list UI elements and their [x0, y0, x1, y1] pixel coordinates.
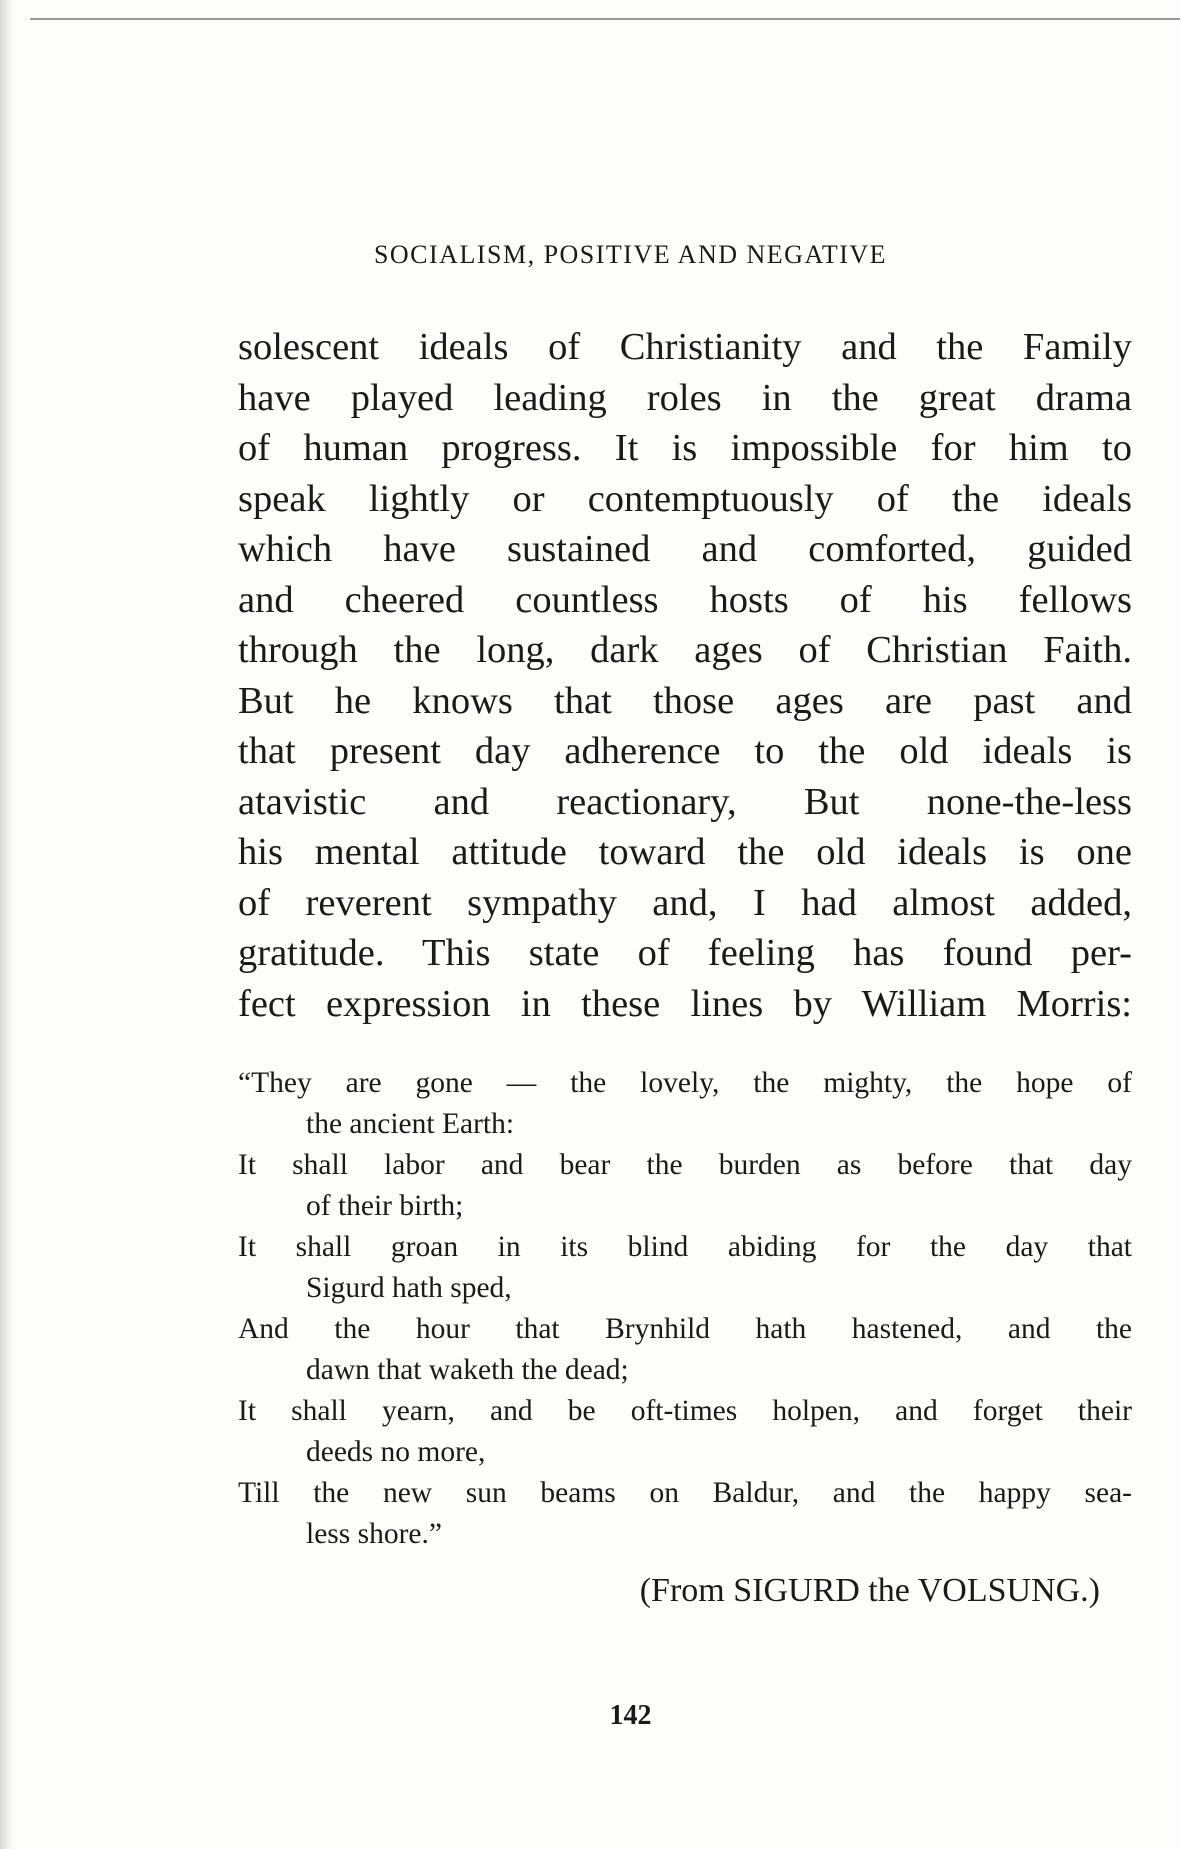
body-line: that present day adherence to the old ideals is — [238, 730, 1132, 772]
poem-line-continuation: Sigurd hath sped, — [306, 1272, 512, 1304]
poem-line — [238, 1227, 1132, 1309]
body-line: his mental attitude toward the old ideals is one — [238, 831, 1132, 873]
poem-quotation — [238, 1063, 1132, 1555]
body-line: speak lightly or contemptuously of the ideals — [238, 477, 1132, 520]
poem-line-continuation: dawn that waketh the dead; — [306, 1354, 629, 1386]
body-line: of human progress. It is impossible for him to — [238, 427, 1132, 469]
poem-attribution: (From SIGURD the VOLSUNG.) — [639, 1572, 1100, 1609]
poem-line — [238, 1309, 1132, 1391]
body-line: gratitude. This state of feeling has found per- — [238, 932, 1132, 974]
body-line: fect expression in these lines by William Morris: — [238, 982, 1132, 1025]
poem-line-first: “They are gone — the lovely, the mighty, the hope of — [238, 1067, 1132, 1099]
poem-line-continuation: of their birth; — [306, 1190, 464, 1222]
poem-line — [238, 1145, 1132, 1227]
poem-line-continuation: deeds no more, — [306, 1436, 486, 1468]
body-line: of reverent sympathy and, I had almost added, — [238, 881, 1132, 924]
poem-line-first: And the hour that Brynhild hath hastened, and the — [238, 1313, 1132, 1345]
body-line: and cheered countless hosts of his fellows — [238, 578, 1132, 621]
running-head: SOCIALISM, POSITIVE AND NEGATIVE — [373, 240, 888, 269]
body-line: have played leading roles in the great drama — [238, 376, 1132, 419]
poem-line-first: Till the new sun beams on Baldur, and the happy sea- — [238, 1477, 1132, 1509]
top-rule — [30, 18, 1180, 20]
poem-line-first: It shall groan in its blind abiding for the day that — [238, 1231, 1132, 1263]
poem-line-continuation: less shore.” — [306, 1518, 442, 1550]
poem-line-continuation: the ancient Earth: — [306, 1108, 515, 1140]
body-line: atavistic and reactionary, But none-the-less — [238, 780, 1132, 823]
poem-line-first: It shall labor and bear the burden as before that day — [238, 1149, 1132, 1181]
body-paragraph — [238, 322, 1132, 1029]
poem-line — [238, 1391, 1132, 1473]
poem-line — [238, 1063, 1132, 1145]
body-line: solescent ideals of Christianity and the Family — [238, 326, 1132, 368]
body-line: But he knows that those ages are past and — [238, 679, 1132, 722]
body-line: through the long, dark ages of Christian Faith. — [238, 629, 1132, 671]
body-line: which have sustained and comforted, guided — [238, 528, 1132, 570]
poem-line — [238, 1473, 1132, 1555]
page-number: 142 — [609, 1700, 652, 1731]
poem-line-first: It shall yearn, and be oft-times holpen, and forget their — [238, 1395, 1132, 1427]
